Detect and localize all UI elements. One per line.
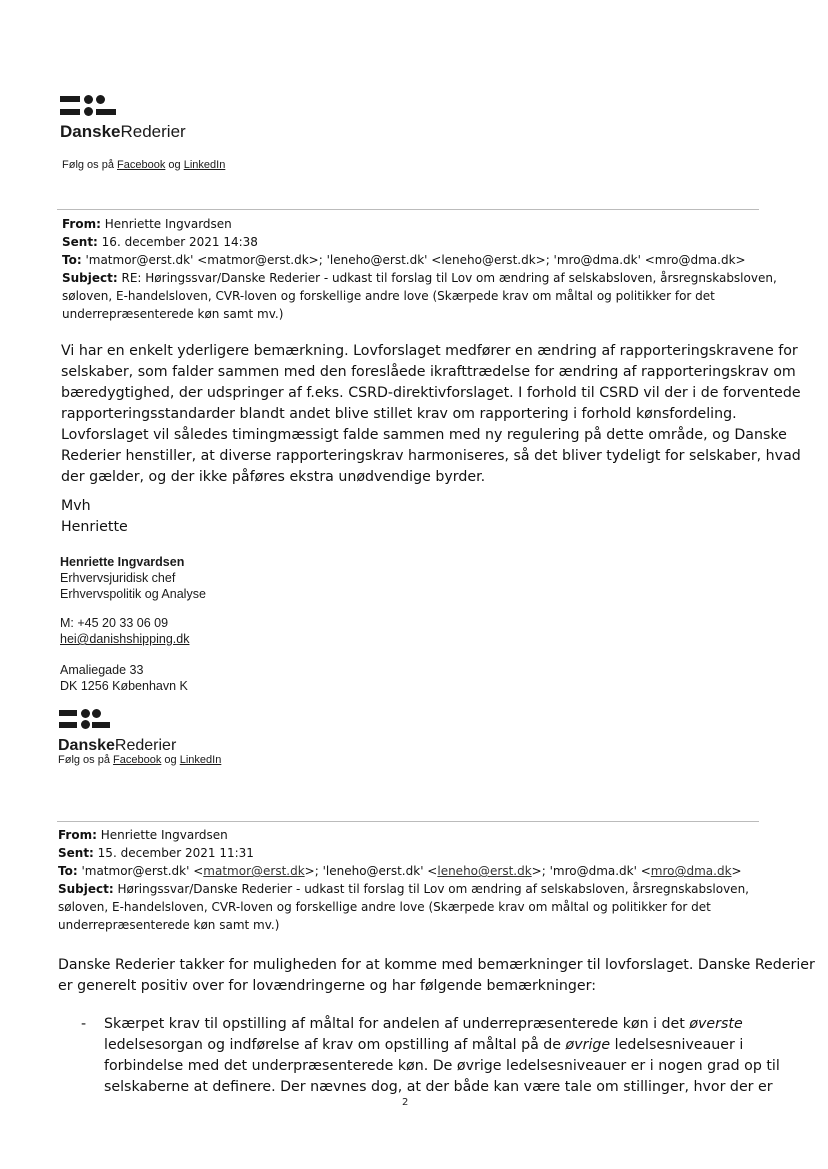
bullet-line: ledelsesorgan og indførelse af krav om opstilling af måltal på de øvrige ledelsesniveauer i <box>104 1037 744 1053</box>
follow-og: og <box>164 754 177 766</box>
email1-header <box>62 215 777 323</box>
body-line: Lovforslaget vil således timingmæssigt falde sammen med ny regulering på dette område, og Danske <box>61 427 787 443</box>
linkedin-link[interactable]: LinkedIn <box>179 754 222 766</box>
email1-body <box>61 341 801 488</box>
email2-subject: Subject: Høringssvar/Danske Rederier - udkast til forslag til Lov om ændring af selskabsloven, årsregnskabsloven, <box>58 882 749 896</box>
body-line: rapporteringsstandarder blandt andet blive stillet krav om rapportering i forhold kønsfordeling. <box>61 406 737 422</box>
email2-from: From: Henriette Ingvardsen <box>58 828 228 842</box>
danske-rederier-logo-text-small: DanskeRederier <box>58 737 177 754</box>
signature-email-link[interactable]: hei@danishshipping.dk <box>60 632 190 646</box>
signature-name: Henriette Ingvardsen <box>60 555 185 569</box>
signature-department: Erhvervspolitik og Analyse <box>60 587 206 601</box>
email2-to: To: 'matmor@erst.dk' <matmor@erst.dk>; 'leneho@erst.dk' <leneho@erst.dk>; 'mro@dma.dk' <mro@dma.dk> <box>58 864 742 878</box>
email2-sent: Sent: 15. december 2021 11:31 <box>58 846 254 860</box>
email1-subject-line2: søloven, E-handelsloven, CVR-loven og forskellige andre love (Skærpede krav om måltal og politikker for det <box>62 289 715 303</box>
address-street: Amaliegade 33 <box>60 663 144 677</box>
intro-line: er generelt positiv over for lovændringerne og har følgende bemærkninger: <box>58 978 597 994</box>
body-line: Vi har en enkelt yderligere bemærkning. Lovforslaget medfører en ændring af rapporteringskravene for <box>61 343 798 359</box>
body-line: Rederier henstiller, at diverse rapporteringskrav harmoniseres, så det bliver tydeligt for selskaber, hvad <box>61 448 801 464</box>
linkedin-link[interactable]: LinkedIn <box>183 159 226 171</box>
signature-block <box>60 554 206 602</box>
divider <box>57 209 759 210</box>
bullet-text <box>104 1014 780 1098</box>
email1-subject: Subject: RE: Høringssvar/Danske Rederier - udkast til forslag til Lov om ændring af selskabsloven, årsregnskabsloven, <box>62 271 777 285</box>
signature-address <box>60 662 188 694</box>
follow-prefix: Følg os på <box>58 754 110 766</box>
danske-rederier-logo-text: DanskeRederier <box>60 122 186 141</box>
danske-rederier-logo-mark-small <box>59 709 111 731</box>
follow-bar <box>62 159 225 171</box>
bullet-line: selskaberne at definere. Der nævnes dog, at der både kan være tale om stillinger, hvor der er <box>104 1079 773 1095</box>
bullet-line: forbindelse med det underpræsenterede køn. De øvrige ledelsesniveauer er i nogen grad op til <box>104 1058 780 1074</box>
follow-bar-2 <box>58 754 221 766</box>
closing: Mvh <box>61 498 91 514</box>
divider <box>57 821 759 822</box>
follow-og: og <box>168 159 181 171</box>
body-line: der gælder, og der ikke påføres ekstra unødvendige byrder. <box>61 469 486 485</box>
email2-intro <box>58 955 815 997</box>
closing-name: Henriette <box>61 519 128 535</box>
address-city: DK 1256 København K <box>60 679 188 693</box>
email1-sent: Sent: 16. december 2021 14:38 <box>62 235 258 249</box>
to-link-leneho[interactable]: leneho@erst.dk <box>437 864 532 878</box>
email2-subject-line2: søloven, E-handelsloven, CVR-loven og forskellige andre love (Skærpede krav om måltal og politikker for det <box>58 900 711 914</box>
email1-subject-line3: underrepræsenterede køn samt mv.) <box>62 307 284 321</box>
body-line: selskaber, som falder sammen med den foreslåede ikrafttrædelse for ændring af rapporteringskrav om <box>61 364 796 380</box>
email2-header <box>58 826 749 934</box>
follow-prefix: Følg os på <box>62 159 114 171</box>
facebook-link[interactable]: Facebook <box>117 159 166 171</box>
danske-rederier-logo-mark <box>60 95 116 119</box>
body-line: bæredygtighed, der udspringer af f.eks. CSRD-direktivforslaget. I forhold til CSRD vil der i de forventede <box>61 385 801 401</box>
to-link-mro[interactable]: mro@dma.dk <box>650 864 732 878</box>
signature-title: Erhvervsjuridisk chef <box>60 571 176 585</box>
to-link-matmor[interactable]: matmor@erst.dk <box>203 864 305 878</box>
intro-line: Danske Rederier takker for muligheden for at komme med bemærkninger til lovforslaget. Danske Rederier <box>58 957 815 973</box>
email2-subject-line3: underrepræsenterede køn samt mv.) <box>58 918 280 932</box>
email1-to: To: 'matmor@erst.dk' <matmor@erst.dk>; 'leneho@erst.dk' <leneho@erst.dk>; 'mro@dma.dk' <mro@dma.dk> <box>62 253 746 267</box>
facebook-link[interactable]: Facebook <box>113 754 162 766</box>
signature-phone: M: +45 20 33 06 09 <box>60 616 169 630</box>
bullet-line: Skærpet krav til opstilling af måltal for andelen af underrepræsenterede køn i det øverste <box>104 1016 743 1032</box>
email1-from: From: Henriette Ingvardsen <box>62 217 232 231</box>
signature-contact <box>60 615 189 647</box>
bullet-dash: - <box>81 1016 87 1032</box>
page-number: 2 <box>402 1097 409 1108</box>
